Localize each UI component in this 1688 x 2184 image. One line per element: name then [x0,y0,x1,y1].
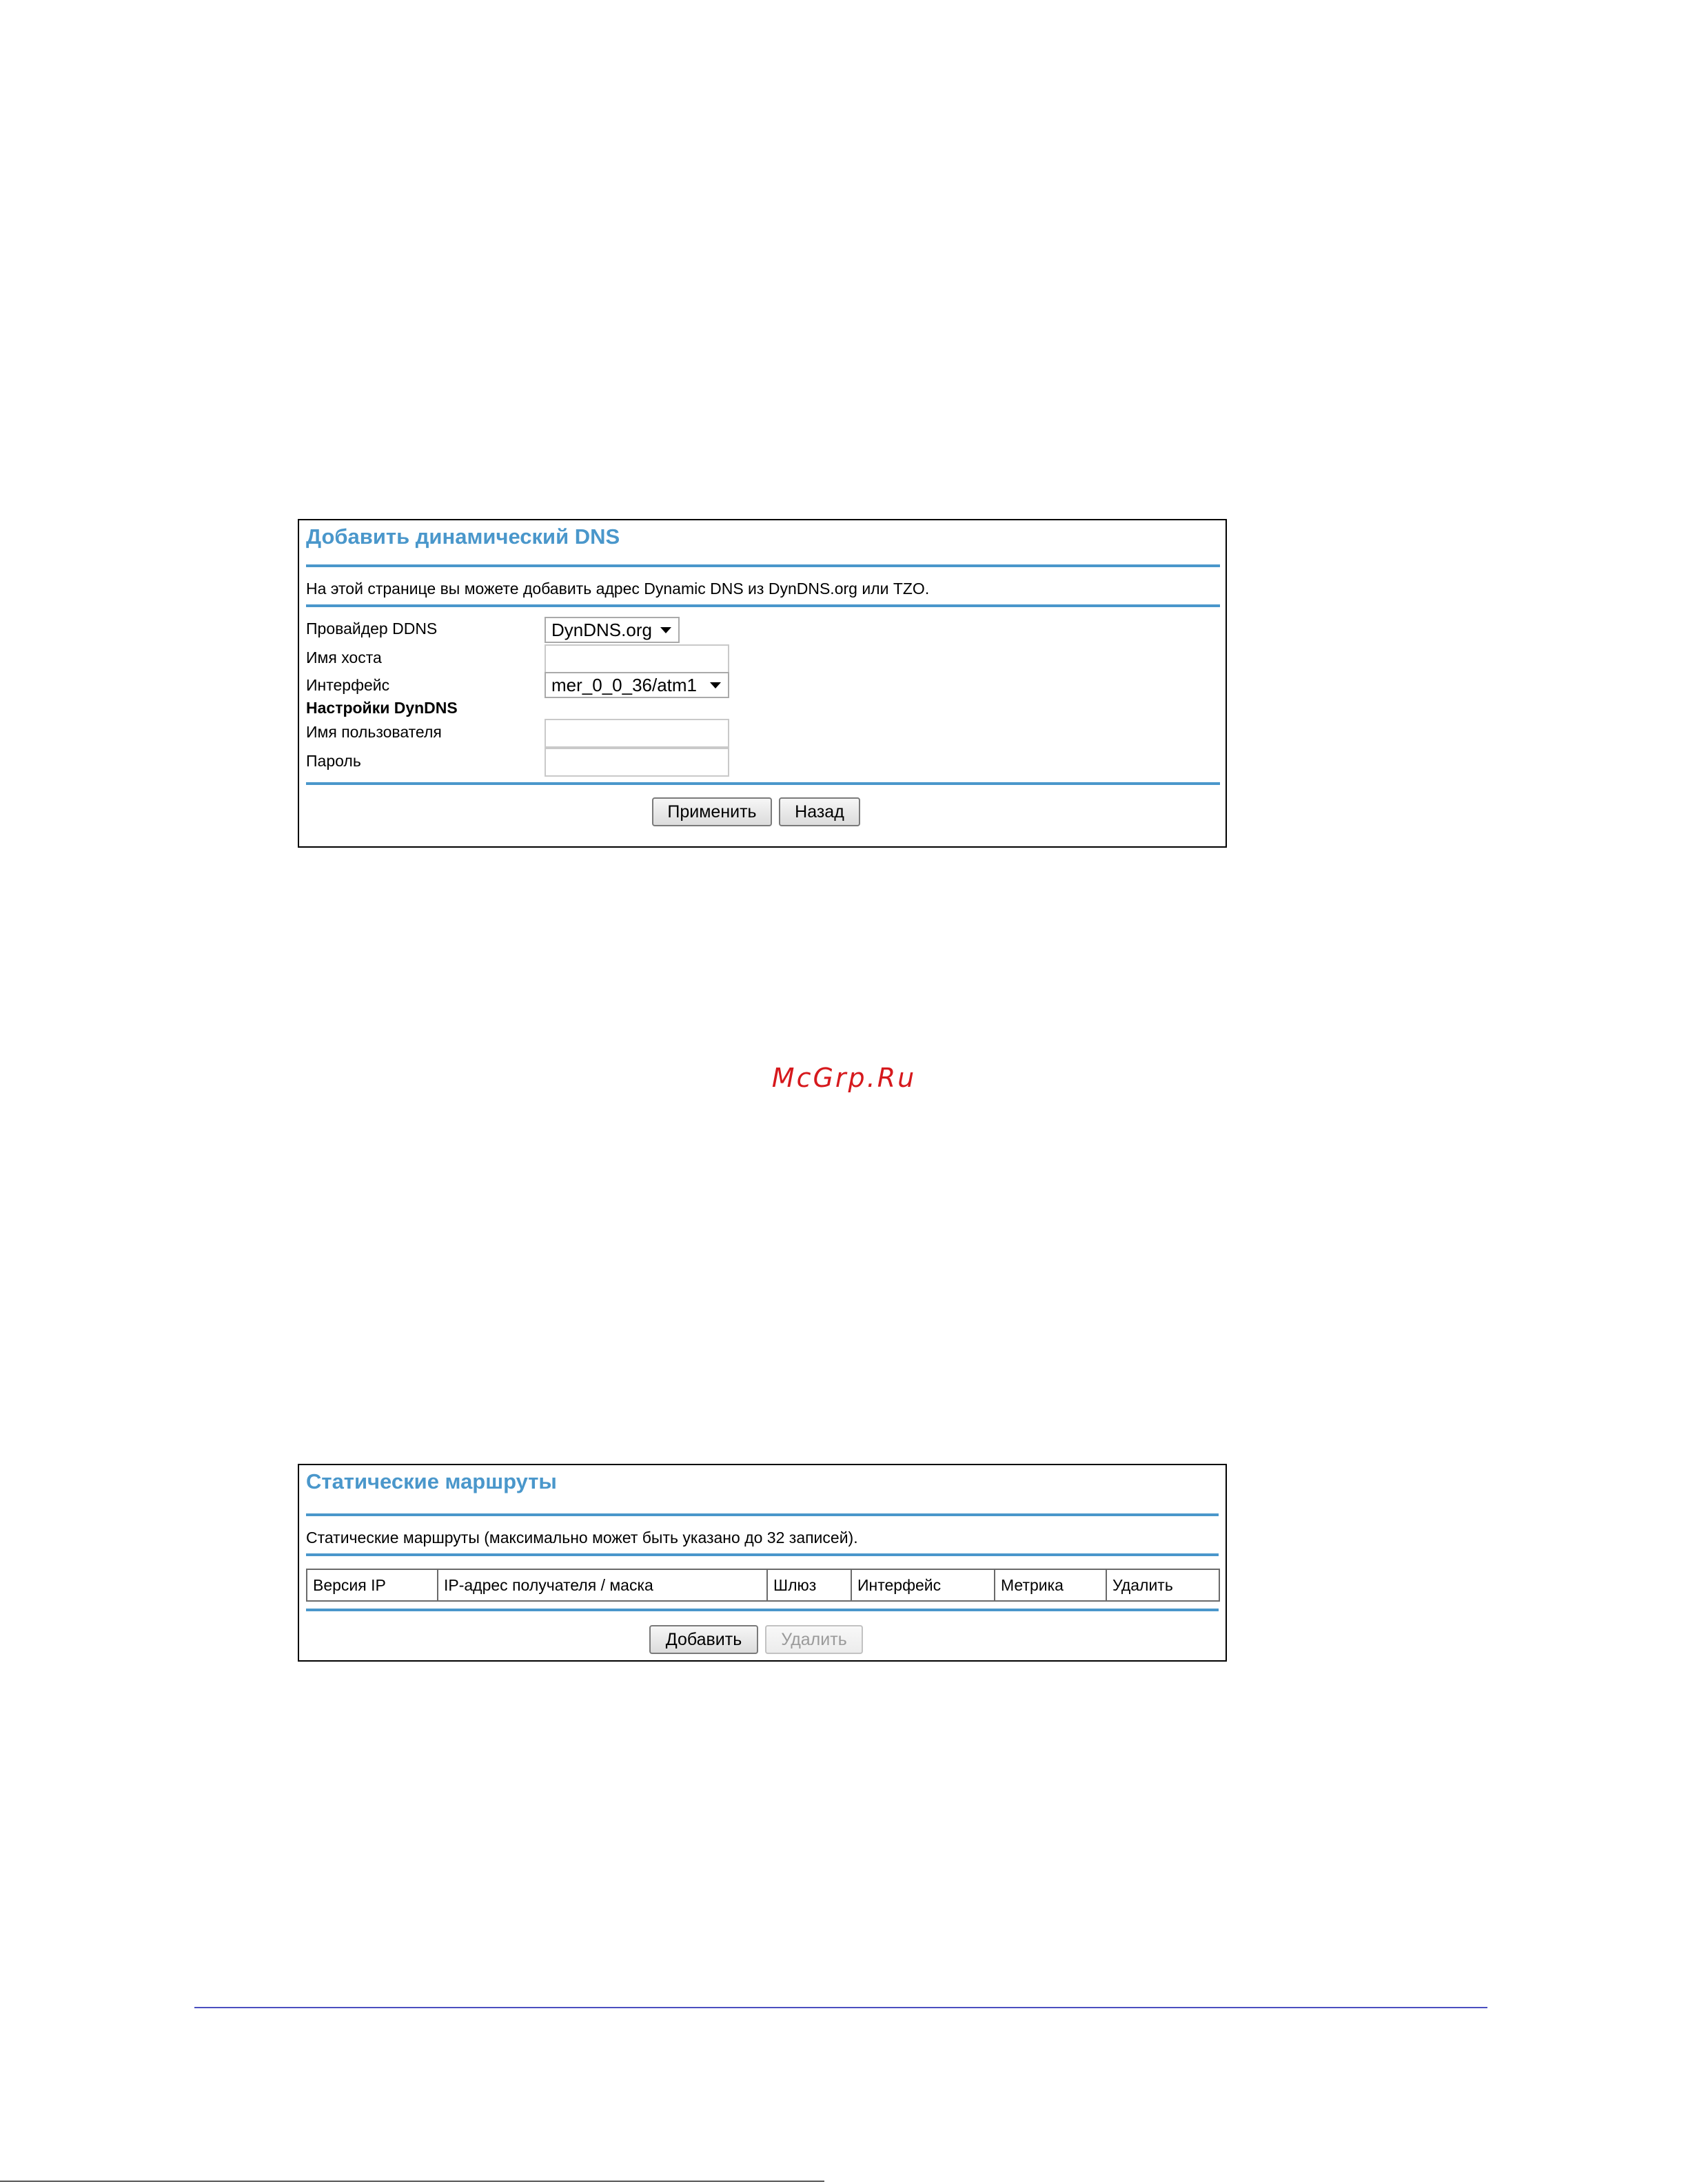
bottom-edge-line [0,2181,824,2182]
provider-select-value: DynDNS.org [551,620,652,640]
back-button[interactable]: Назад [779,797,860,826]
interface-select[interactable] [545,672,729,698]
hostname-label: Имя хоста [306,649,382,666]
password-label: Пароль [306,752,361,770]
interface-select-value: mer_0_0_36/atm1 [551,675,698,695]
ddns-panel [298,519,1227,848]
add-route-button[interactable]: Добавить [649,1625,758,1654]
routes-page-title: Статические маршруты [306,1469,557,1493]
table-header-row [307,1569,1219,1601]
form-divider [306,782,1220,785]
provider-select[interactable] [545,617,680,643]
column-header-metric: Метрика [995,1569,1106,1601]
chevron-down-icon [710,682,721,688]
column-header-delete: Удалить [1106,1569,1219,1601]
title-divider [306,564,1220,567]
routes-description: Статические маршруты (максимально может быть указано до 32 записей). [306,1529,858,1547]
table-divider [306,1609,1219,1611]
footer-divider [194,2007,1487,2008]
column-header-ip-version: Версия IP [307,1569,438,1601]
dyndns-settings-heading: Настройки DynDNS [306,699,458,717]
hostname-input[interactable] [545,644,729,673]
ddns-page-title: Добавить динамический DNS [306,524,620,549]
description-divider [306,1553,1219,1556]
column-header-gateway: Шлюз [767,1569,851,1601]
static-routes-panel [298,1464,1227,1662]
watermark-text: McGrp.Ru [771,1063,917,1093]
username-label: Имя пользователя [306,723,442,741]
chevron-down-icon [660,627,671,633]
apply-button[interactable]: Применить [652,797,772,826]
ddns-description: На этой странице вы можете добавить адрес Dynamic DNS из DynDNS.org или TZO. [306,580,930,598]
password-input[interactable] [545,748,729,777]
title-divider [306,1513,1219,1516]
delete-route-button[interactable]: Удалить [765,1625,863,1654]
username-input[interactable] [545,719,729,748]
column-header-destination: IP-адрес получателя / маска [438,1569,767,1601]
provider-label: Провайдер DDNS [306,620,438,637]
description-divider [306,604,1220,607]
column-header-interface: Интерфейс [851,1569,995,1601]
interface-label: Интерфейс [306,676,390,694]
routes-table [306,1569,1220,1602]
